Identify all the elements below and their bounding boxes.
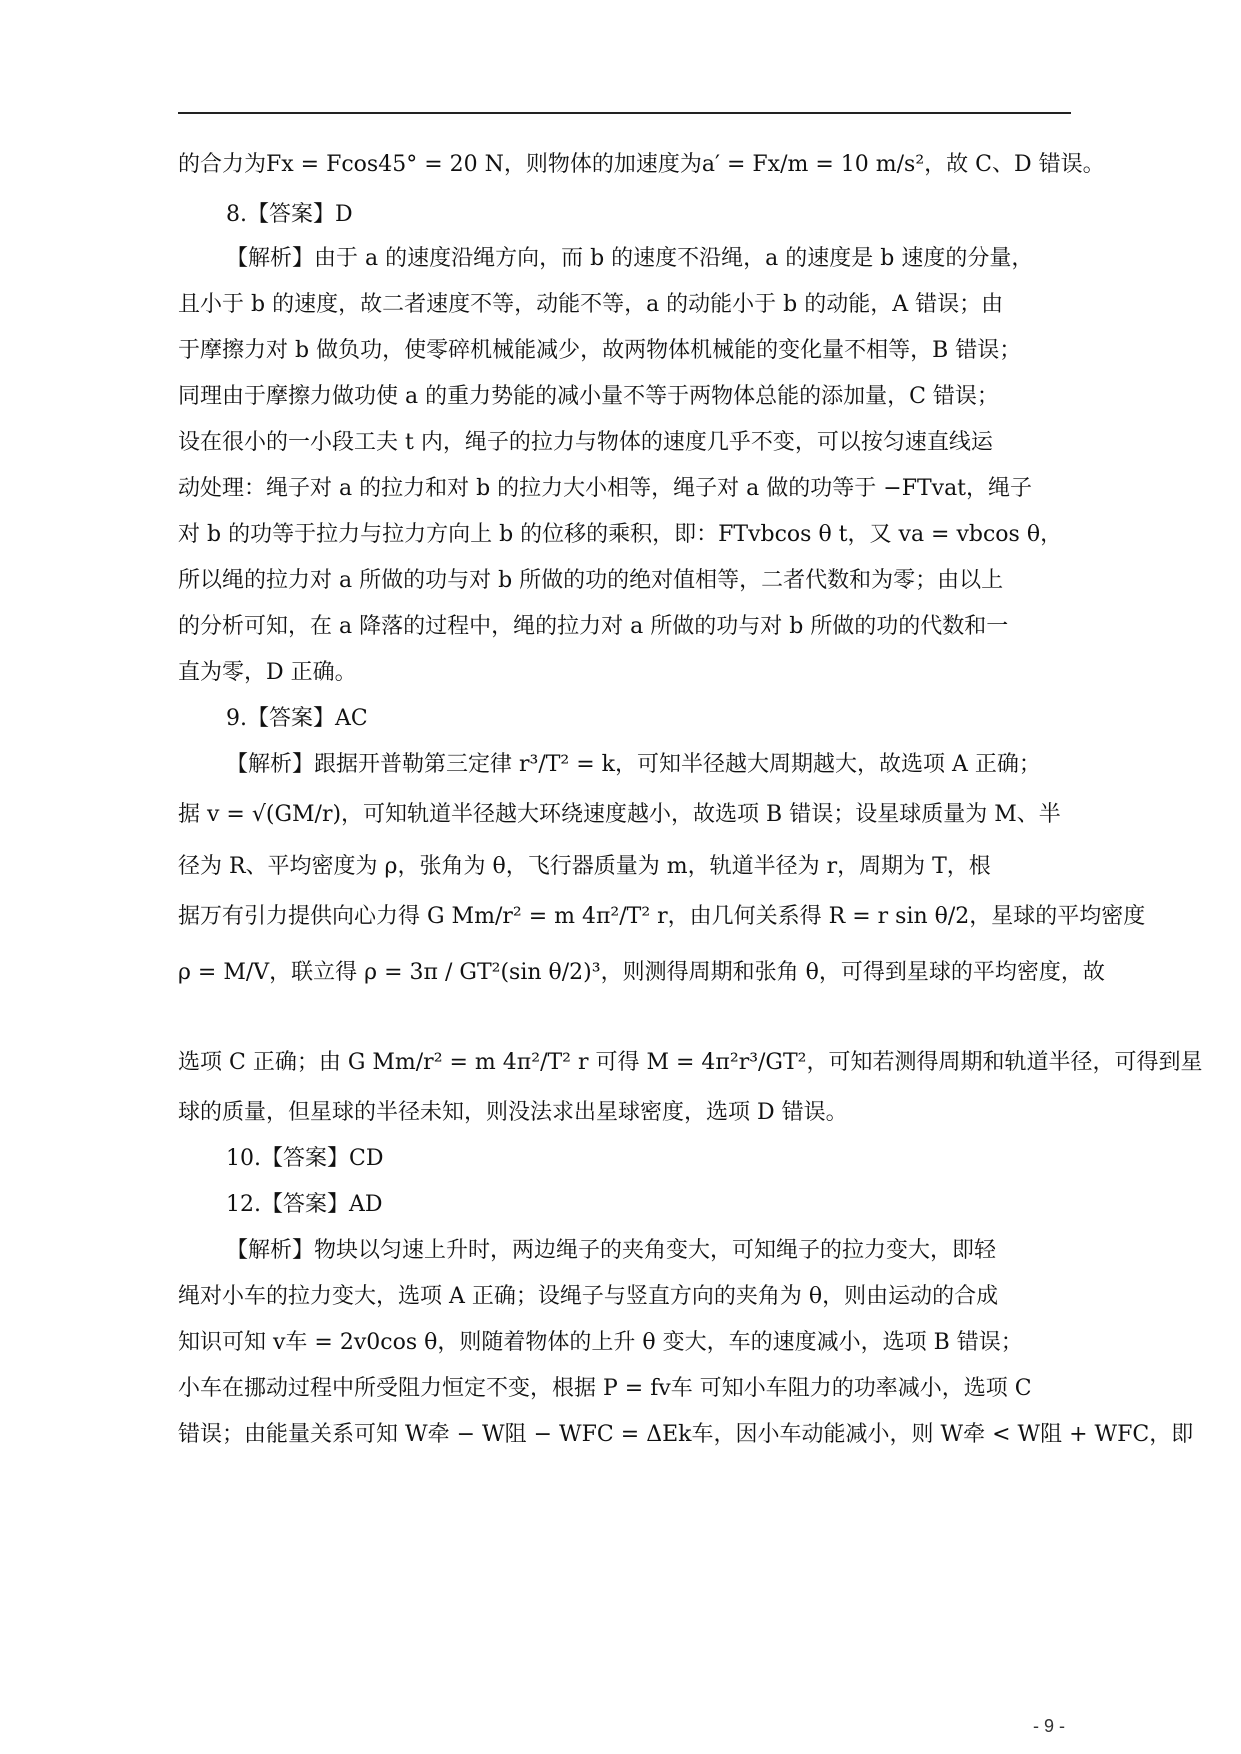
text-line: 对 b 的功等于拉力与拉力方向上 b 的位移的乘积，即：FTvbcos θ t，又 va = vbcos θ， <box>178 522 1063 547</box>
text-line: 错误；由能量关系可知 W牵 − W阻 − WFC = ΔEk车，因小车动能减小，则 W牵 < W阻 + WFC，即 <box>178 1422 1194 1447</box>
text-line: 9.【答案】AC <box>226 706 368 731</box>
text-line: 12.【答案】AD <box>226 1192 383 1217</box>
header-rule <box>178 112 1071 114</box>
text-line: 10.【答案】CD <box>226 1146 384 1171</box>
text-line: 【解析】跟据开普勒第三定律 r³/T² = k，可知半径越大周期越大，故选项 A 正确； <box>226 752 1041 777</box>
text-line: 球的质量，但星球的半径未知，则没法求出星球密度，选项 D 错误。 <box>178 1100 848 1125</box>
text-line: 径为 R、平均密度为 ρ，张角为 θ，飞行器质量为 m，轨道半径为 r，周期为 T，根 <box>178 854 991 879</box>
page-number: - 9 - <box>1032 1716 1065 1736</box>
text-line: 小车在挪动过程中所受阻力恒定不变，根据 P = fv车 可知小车阻力的功率减小，选项 C <box>178 1376 1032 1401</box>
text-line: 绳对小车的拉力变大，选项 A 正确；设绳子与竖直方向的夹角为 θ，则由运动的合成 <box>178 1284 999 1309</box>
text-line: ρ = M/V，联立得 ρ = 3π / GT²(sin θ/2)³，则测得周期和张角 θ，可得到星球的平均密度，故 <box>178 960 1105 985</box>
text-line: 选项 C 正确；由 G Mm/r² = m 4π²/T² r 可得 M = 4π²r³/GT²，可知若测得周期和轨道半径，可得到星 <box>178 1050 1203 1075</box>
text-line: 8.【答案】D <box>226 202 353 227</box>
text-line: 直为零，D 正确。 <box>178 660 357 685</box>
text-line: 同理由于摩擦力做功使 a 的重力势能的减小量不等于两物体总能的添加量，C 错误； <box>178 384 999 409</box>
text-line: 【解析】物块以匀速上升时，两边绳子的夹角变大，可知绳子的拉力变大，即轻 <box>226 1238 997 1263</box>
text-line: 知识可知 v车 = 2v0cos θ，则随着物体的上升 θ 变大，车的速度减小，选项 B 错误； <box>178 1330 1023 1355</box>
text-line: 所以绳的拉力对 a 所做的功与对 b 所做的功的绝对值相等，二者代数和为零；由以上 <box>178 568 1004 593</box>
text-line: 的合力为Fx = Fcos45° = 20 N，则物体的加速度为a′ = Fx/m = 10 m/s²，故 C、D 错误。 <box>178 152 1105 177</box>
text-line: 动处理：绳子对 a 的拉力和对 b 的拉力大小相等，绳子对 a 做的功等于 −FTvat，绳子 <box>178 476 1033 501</box>
text-line: 【解析】由于 a 的速度沿绳方向，而 b 的速度不沿绳，a 的速度是 b 速度的分量， <box>226 246 1034 271</box>
text-line: 且小于 b 的速度，故二者速度不等，动能不等，a 的动能小于 b 的动能，A 错误；由 <box>178 292 1004 317</box>
text-line: 于摩擦力对 b 做负功，使零碎机械能减少，故两物体机械能的变化量不相等，B 错误； <box>178 338 1022 363</box>
text-line: 据 v = √(GM/r)，可知轨道半径越大环绕速度越小，故选项 B 错误；设星球质量为 M、半 <box>178 802 1061 827</box>
text-line: 据万有引力提供向心力得 G Mm/r² = m 4π²/T² r，由几何关系得 R = r sin θ/2，星球的平均密度 <box>178 904 1146 929</box>
text-line: 设在很小的一小段工夫 t 内，绳子的拉力与物体的速度几乎不变，可以按匀速直线运 <box>178 430 993 455</box>
text-line: 的分析可知，在 a 降落的过程中，绳的拉力对 a 所做的功与对 b 所做的功的代数和一 <box>178 614 1009 639</box>
